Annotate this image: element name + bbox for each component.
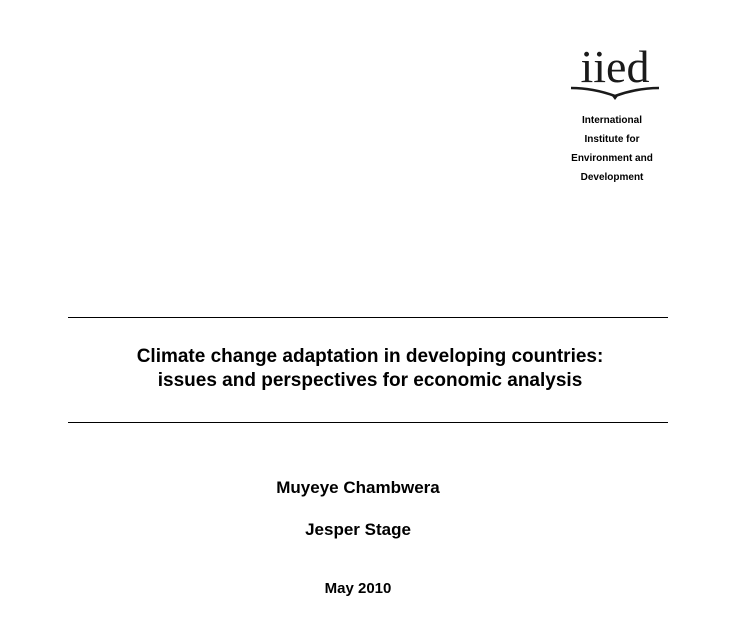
logo-wordmark: iied (580, 41, 650, 92)
title-line-2: issues and perspectives for economic analysis (157, 370, 583, 391)
logo-swash-tip (612, 96, 618, 100)
title-top-rule (68, 317, 668, 318)
iied-logo-icon (565, 38, 665, 102)
document-title (40, 345, 700, 393)
organization-line: Development (580, 172, 644, 183)
author-name: Muyeye Chambwera (276, 478, 440, 497)
organization-line: International (581, 115, 642, 126)
publication-date: May 2010 (324, 580, 392, 597)
title-line-1: Climate change adaptation in developing countries: (136, 346, 604, 367)
author-name: Jesper Stage (305, 520, 411, 539)
organization-line: Environment and (571, 153, 653, 164)
organization-name (555, 111, 669, 187)
iied-logo (565, 38, 665, 102)
organization-line: Institute for (584, 134, 640, 145)
title-bottom-rule (68, 422, 668, 423)
